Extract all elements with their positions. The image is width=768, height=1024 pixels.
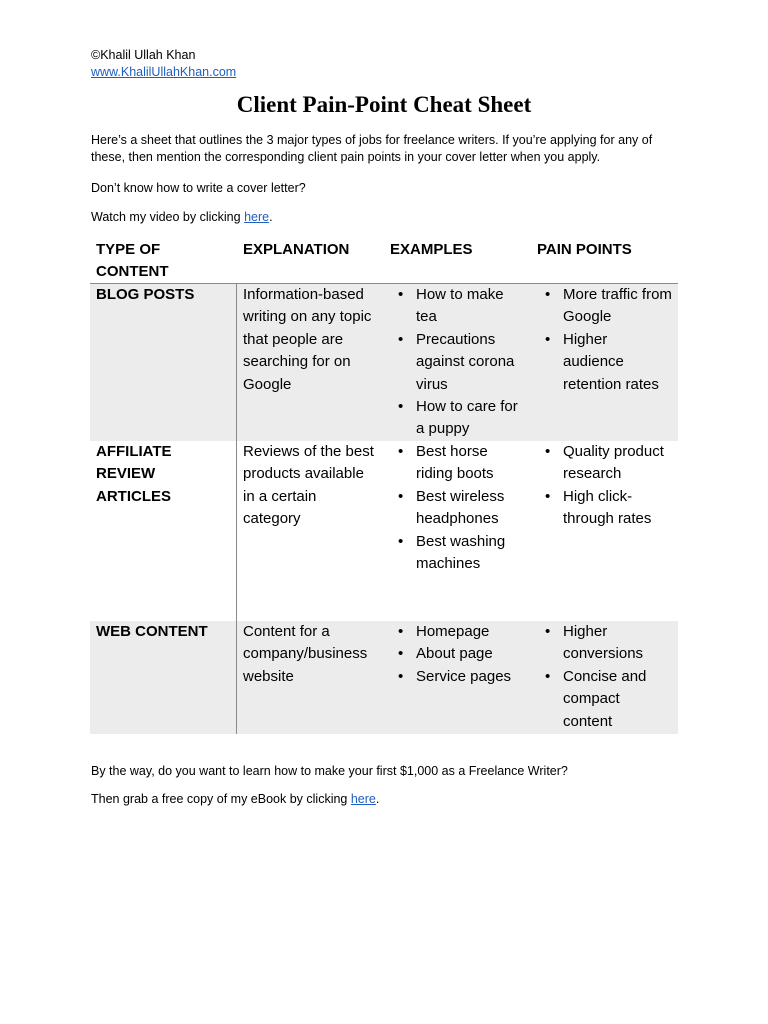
list-item: • More traffic from Google	[537, 284, 672, 329]
page-title: Client Pain-Point Cheat Sheet	[236, 92, 532, 117]
ebook-suffix: .	[375, 792, 380, 806]
list-item: • Best horse riding boots	[390, 441, 525, 486]
cover-letter-question: Don’t know how to write a cover letter?	[91, 181, 306, 195]
video-prefix: Watch my video by clicking	[91, 210, 245, 224]
intro-paragraph: Here’s a sheet that outlines the 3 major types of jobs for freelance writers. If you’re applying for any of these, then mention the corresponding client pain points in your cover letter when you apply.	[91, 133, 653, 164]
ebook-link[interactable]: here	[350, 792, 376, 806]
outro-question: By the way, do you want to learn how to make your first $1,000 as a Freelance Writer?	[91, 764, 568, 778]
row-pain-points	[531, 441, 678, 621]
list-item: • Homepage	[390, 621, 525, 643]
row-type: WEB CONTENT	[90, 621, 237, 734]
row-pain-points	[531, 284, 678, 441]
row-explanation: Reviews of the best products available in a certain category	[243, 443, 374, 528]
table-row	[90, 284, 678, 441]
table-header-row	[90, 238, 678, 284]
list-item: • Service pages	[390, 666, 525, 688]
header-explanation: EXPLANATION	[243, 241, 350, 258]
row-explanation: Content for a company/business website	[243, 623, 368, 685]
list-item: • How to make tea	[390, 284, 525, 329]
pain-point-table	[90, 238, 678, 734]
row-type: BLOG POSTS	[90, 284, 237, 441]
list-item: • How to care for a puppy	[390, 396, 525, 441]
ebook-line	[91, 791, 379, 808]
video-link[interactable]: here	[244, 210, 270, 224]
header-examples: EXAMPLES	[390, 241, 473, 258]
list-item: • About page	[390, 643, 525, 665]
list-item: • Best wireless headphones	[390, 486, 525, 531]
table-row	[90, 441, 678, 621]
website-link[interactable]: www.KhalilUllahKhan.com	[91, 65, 237, 79]
row-type: AFFILIATE REVIEW ARTICLES	[90, 441, 237, 621]
row-examples	[384, 441, 531, 621]
video-line	[91, 209, 273, 226]
list-item: • Concise and compact content	[537, 666, 672, 733]
row-examples	[384, 621, 531, 734]
video-suffix: .	[269, 210, 273, 224]
table-row	[90, 621, 678, 734]
header-pain-points: PAIN POINTS	[537, 241, 632, 258]
list-item: • High click-through rates	[537, 486, 672, 531]
author-credit: ©Khalil Ullah Khan	[91, 48, 196, 62]
list-item: • Best washing machines	[390, 531, 525, 576]
row-examples	[384, 284, 531, 441]
list-item: • Higher audience retention rates	[537, 329, 672, 396]
list-item: • Precautions against corona virus	[390, 329, 525, 396]
list-item: • Higher conversions	[537, 621, 672, 666]
row-pain-points	[531, 621, 678, 734]
ebook-prefix: Then grab a free copy of my eBook by clicking	[91, 792, 351, 806]
list-item: • Quality product research	[537, 441, 672, 486]
header-type: TYPE OF CONTENT	[96, 241, 169, 281]
row-explanation: Information-based writing on any topic that people are searching for on Google	[243, 286, 372, 393]
